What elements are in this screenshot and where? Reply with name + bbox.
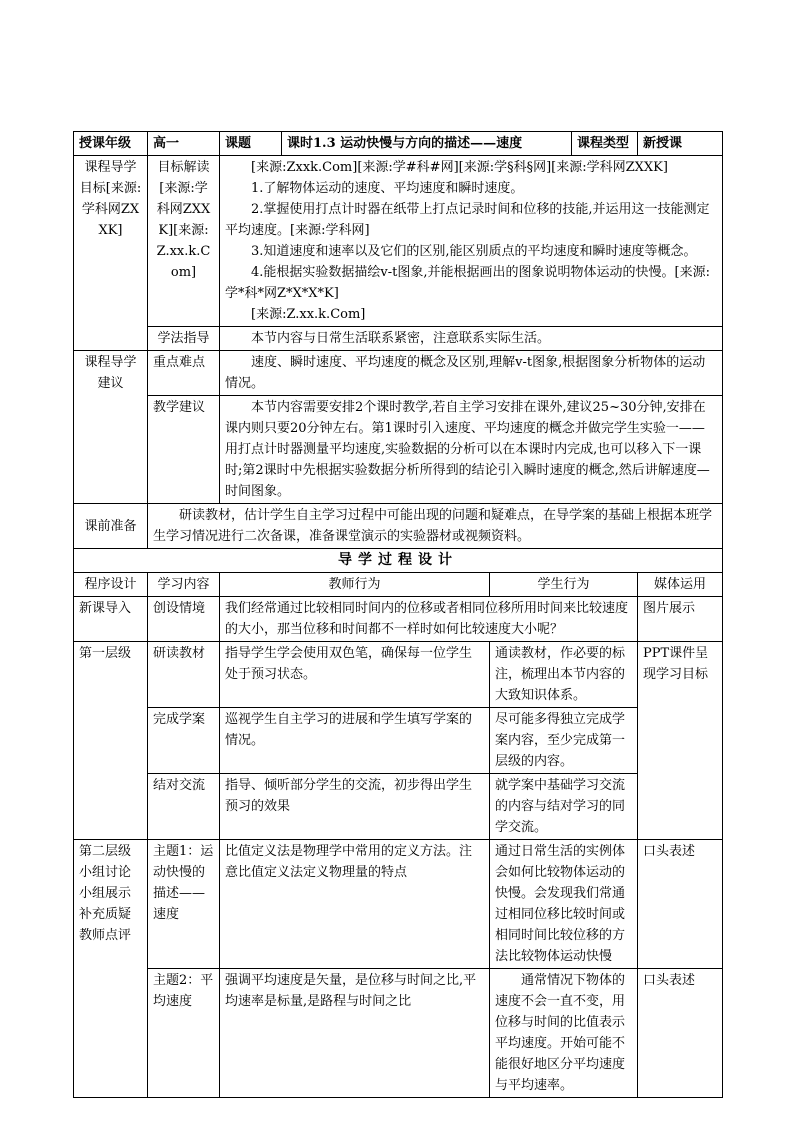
key-text: 速度、瞬时速度、平均速度的概念及区别,理解v-t图象,根据图象分析物体的运动情况。 xyxy=(220,351,723,396)
level2-step-line: 补充质疑 xyxy=(79,907,132,922)
lesson-plan-table xyxy=(73,131,723,1098)
goals-row xyxy=(74,156,723,327)
key-row xyxy=(74,351,723,396)
intro-row xyxy=(74,597,723,642)
level2-content: 主题2：平均速度 xyxy=(148,969,220,1098)
interp-line: [来源:Z.xx.k.Com] xyxy=(251,307,366,322)
header-row xyxy=(74,132,723,156)
interp-label: 目标解读[来源:学科网ZXXK][来源:Z.xx.k.Com] xyxy=(148,156,220,327)
col-header-media: 媒体运用 xyxy=(638,573,723,597)
level2-media: 口头表述 xyxy=(638,969,723,1098)
intro-content: 创设情境 xyxy=(148,597,220,642)
level2-step-line: 教师点评 xyxy=(79,928,132,943)
level2-step-line: 第二层级 xyxy=(79,844,132,859)
level2-step-line: 小组展示 xyxy=(79,886,132,901)
col-header-content: 学习内容 xyxy=(148,573,220,597)
level1-teacher: 指导、倾听部分学生的交流，初步得出学生预习的效果 xyxy=(220,774,490,840)
teach-label: 教学建议 xyxy=(148,396,220,504)
type-value: 新授课 xyxy=(638,132,723,156)
level1-step: 第一层级 xyxy=(74,642,148,840)
suggest-label: 课程导学建议 xyxy=(74,351,148,504)
grade-value: 高一 xyxy=(148,132,220,156)
level1-content: 结对交流 xyxy=(148,774,220,840)
level1-row xyxy=(74,708,723,774)
level1-content: 完成学案 xyxy=(148,708,220,774)
level2-row xyxy=(74,840,723,969)
level2-student: 通过日常生活的实例体会如何比较物体运动的快慢。会发现我们常通过相同位移比较时间或相同时间比较位移的方法比较物体运动快慢 xyxy=(490,840,638,969)
level1-student: 就学案中基础学习交流的内容与结对学习的同学交流。 xyxy=(490,774,638,840)
design-title-row xyxy=(74,549,723,573)
grade-label: 授课年级 xyxy=(74,132,148,156)
interp-line: 3.知道速度和速率以及它们的区别,能区别质点的平均速度和瞬时速度等概念。 xyxy=(251,244,697,259)
level1-teacher: 巡视学生自主学习的进展和学生填写学案的情况。 xyxy=(220,708,490,774)
topic-label: 课题 xyxy=(220,132,282,156)
intro-teacher: 我们经常通过比较相同时间内的位移或者相同位移所用时间来比较速度的大小，那当位移和时间都不一样时如何比较速度大小呢？ xyxy=(220,597,638,642)
type-label: 课程类型 xyxy=(572,132,638,156)
level2-row xyxy=(74,969,723,1098)
interp-line: 2.掌握使用打点计时器在纸带上打点记录时间和位移的技能,并运用这一技能测定平均速度。[来源:学科网] xyxy=(225,202,710,238)
key-label: 重点难点 xyxy=(148,351,220,396)
level2-step-line: 小组讨论 xyxy=(79,865,132,880)
level1-row xyxy=(74,774,723,840)
interp-content xyxy=(220,156,723,327)
method-text: 本节内容与日常生活联系紧密，注意联系实际生活。 xyxy=(220,327,723,351)
col-header-student: 学生行为 xyxy=(490,573,638,597)
level1-row xyxy=(74,642,723,708)
level1-student: 尽可能多得独立完成学案内容，至少完成第一层级的内容。 xyxy=(490,708,638,774)
interp-line: 4.能根据实验数据描绘v-t图象,并能根据画出的图象说明物体运动的快慢。[来源:学*科*网Z*X*X*K] xyxy=(225,265,710,301)
interp-line: 1.了解物体运动的速度、平均速度和瞬时速度。 xyxy=(251,181,524,196)
level2-media: 口头表述 xyxy=(638,840,723,969)
prep-text: 研读教材，估计学生自主学习过程中可能出现的问题和疑难点，在导学案的基础上根据本班学生学习情况进行二次备课，准备课堂演示的实验器材或视频资料。 xyxy=(148,504,723,549)
design-header-row xyxy=(74,573,723,597)
goals-label: 课程导学目标[来源:学科网ZXXK] xyxy=(74,156,148,351)
col-header-step: 程序设计 xyxy=(74,573,148,597)
level2-content: 主题1：运动快慢的描述——速度 xyxy=(148,840,220,969)
interp-line: [来源:Zxxk.Com][来源:学#科#网][来源:学§科§网][来源:学科网ZXXK] xyxy=(251,160,668,175)
level1-student: 通读教材，作必要的标注，梳理出本节内容的大致知识体系。 xyxy=(490,642,638,708)
prep-label: 课前准备 xyxy=(74,504,148,549)
level2-step xyxy=(74,840,148,1098)
intro-step: 新课导入 xyxy=(74,597,148,642)
level1-teacher: 指导学生学会使用双色笔，确保每一位学生处于预习状态。 xyxy=(220,642,490,708)
level2-student: 通常情况下物体的速度不会一直不变，用位移与时间的比值表示平均速度。开始可能不能很好地区分平均速度与平均速率。 xyxy=(490,969,638,1098)
topic-value: 课时1.3 运动快慢与方向的描述——速度 xyxy=(282,132,572,156)
teach-text: 本节内容需要安排2个课时教学,若自主学习安排在课外,建议25~30分钟,安排在课内则只要20分钟左右。第1课时引入速度、平均速度的概念并做完学生实验一——用打点计时器测量平均速度,实验数据的分析可以在本课时内完成,也可以移入下一课时;第2课时中先根据实验数据分析所得到的结论引入瞬时速度的概念,然后讲解速度—时间图象。 xyxy=(220,396,723,504)
intro-media: 图片展示 xyxy=(638,597,723,642)
level2-teacher: 强调平均速度是矢量，是位移与时间之比,平均速率是标量,是路程与时间之比 xyxy=(220,969,490,1098)
level2-teacher: 比值定义法是物理学中常用的定义方法。注意比值定义法定义物理量的特点 xyxy=(220,840,490,969)
teach-row xyxy=(74,396,723,504)
method-row xyxy=(74,327,723,351)
level1-content: 研读教材 xyxy=(148,642,220,708)
level1-media: PPT课件呈现学习目标 xyxy=(638,642,723,840)
col-header-teacher: 教师行为 xyxy=(220,573,490,597)
prep-row xyxy=(74,504,723,549)
design-title: 导学过程设计 xyxy=(74,549,723,573)
method-label: 学法指导 xyxy=(148,327,220,351)
